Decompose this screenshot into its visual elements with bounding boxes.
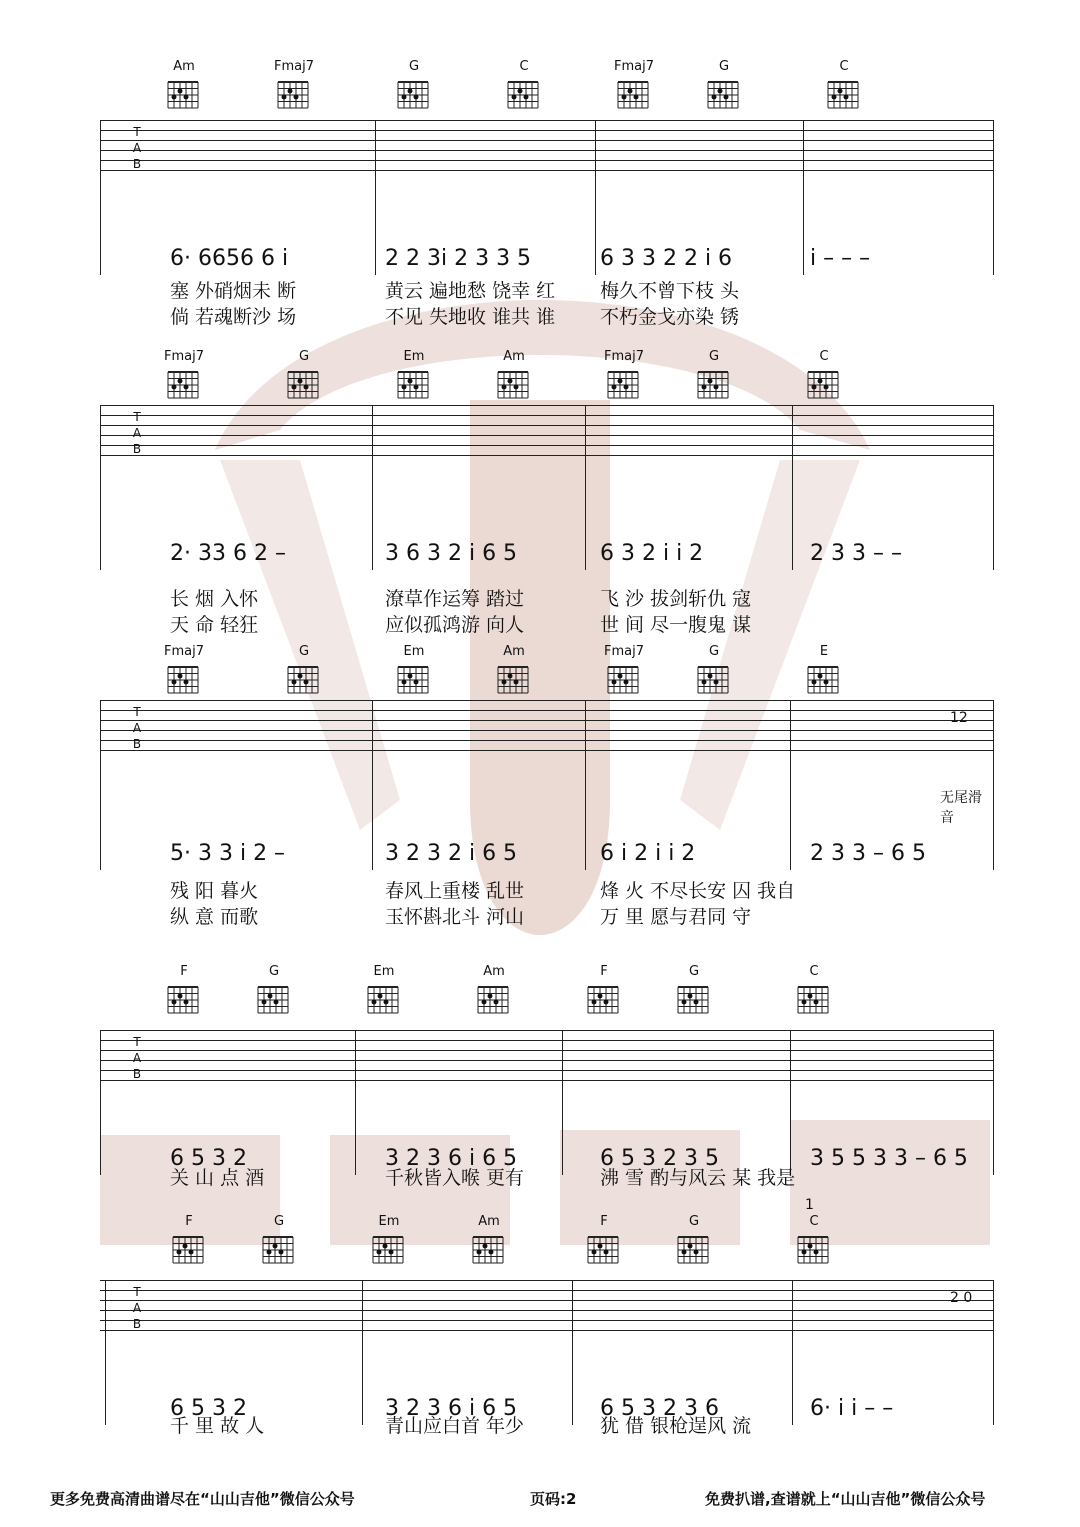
staff-line (100, 1070, 994, 1071)
chord-diagram-grid (604, 366, 644, 400)
chord-diagram-grid (494, 366, 534, 400)
lyric-phrase: 不朽金戈亦染 锈 (600, 306, 740, 328)
chord-g (690, 350, 738, 400)
measure-notes: 3 2 3 6 i 6 5 (385, 1396, 518, 1421)
chord-diagram-grid (164, 76, 204, 110)
lyrics-line-1 (100, 280, 994, 304)
lyric-phrase: 长 烟 入怀 (170, 588, 259, 610)
chord-c (790, 965, 838, 1015)
lyrics-line-1 (100, 588, 994, 612)
lyric-phrase: 世 间 尽一腹鬼 谋 (600, 614, 752, 636)
chord-fmaj7 (600, 645, 648, 695)
chord-name: Am (173, 59, 195, 74)
chord-am (465, 1215, 513, 1265)
chord-am (490, 645, 538, 695)
measure-notes: 6 i 2 i i 2 (600, 841, 696, 866)
staff-line (100, 1310, 994, 1311)
fret-number: 2 0 (950, 1290, 973, 1306)
footer-page-number: 页码:2 (530, 1490, 577, 1508)
chord-c (800, 350, 848, 400)
chord-diagram-grid (469, 1231, 509, 1265)
chord-em (390, 645, 438, 695)
chord-name: F (600, 1214, 608, 1229)
staff-line (100, 455, 994, 456)
measure-notes: 6· i i – – (810, 1396, 894, 1421)
measure-notes: 6 5 3 2 (170, 1146, 247, 1171)
chord-em (365, 1215, 413, 1265)
lyric-phrase: 不见 失地收 谁共 谁 (385, 306, 556, 328)
chord-name: Fmaj7 (604, 644, 644, 659)
chord-name: C (839, 59, 849, 74)
chord-name: F (600, 964, 608, 979)
tab-staff (100, 1280, 994, 1332)
chord-name: Fmaj7 (604, 349, 644, 364)
lyric-phrase: 犹 借 银枪逞风 流 (600, 1415, 752, 1437)
chord-name: Em (378, 1214, 400, 1229)
tab-clef-letter: A (132, 721, 142, 735)
lyric-phrase: 倘 若魂断沙 场 (170, 306, 297, 328)
tab-clef-letter: A (132, 426, 142, 440)
staff-line (100, 1290, 994, 1291)
staff-line (100, 1040, 994, 1041)
staff-line (100, 730, 994, 731)
lyric-phrase: 黄云 遍地愁 饶幸 红 (385, 280, 556, 302)
staff-line (100, 435, 994, 436)
chord-g (670, 1215, 718, 1265)
chord-diagram-grid (794, 981, 834, 1015)
measure-notes: 3 2 3 2 i 6 5 (385, 841, 518, 866)
staff-line (100, 130, 994, 131)
system-5 (100, 1215, 994, 1485)
measure-notes: 2 3 3 – 6 5 (810, 841, 926, 866)
system-4 (100, 964, 994, 1213)
chord-f (580, 965, 628, 1015)
tab-clef-letter: T (133, 410, 141, 424)
chord-name: G (688, 964, 700, 979)
chord-g (390, 60, 438, 110)
chord-name: C (809, 1214, 819, 1229)
staff-line (100, 150, 994, 151)
chord-diagram-grid (674, 1231, 714, 1265)
measure-notes: 2 3 3 – – (810, 541, 902, 566)
tab-clef-letter: A (132, 1301, 142, 1315)
lyric-phrase: 塞 外硝烟未 断 (170, 280, 297, 302)
chord-diagram-grid (369, 1231, 409, 1265)
chord-name: Am (478, 1214, 500, 1229)
chord-name: G (298, 644, 310, 659)
staff-line (100, 170, 994, 171)
numbered-notation (100, 535, 994, 575)
fret-number: 12 (950, 710, 968, 726)
chord-diagram-grid (674, 981, 714, 1015)
chord-am (470, 965, 518, 1015)
chord-em (390, 350, 438, 400)
chord-c (500, 60, 548, 110)
staff-line (100, 1320, 994, 1321)
measure-notes: 6 3 3 2 2 i 6 (600, 246, 733, 271)
chord-am (490, 350, 538, 400)
measure-notes: 6· 6656 6 i (170, 246, 289, 271)
measure-notes: 2· 33 6 2 – (170, 541, 286, 566)
chord-diagram-grid (394, 366, 434, 400)
chord-f (580, 1215, 628, 1265)
lyric-phrase: 梅久不曾下枝 头 (600, 280, 740, 302)
tab-clef-letter: B (132, 737, 142, 751)
lyric-phrase: 万 里 愿与君同 守 (600, 906, 752, 928)
lyrics-line-1 (100, 1415, 994, 1439)
lyric-phrase: 玉怀斟北斗 河山 (385, 906, 525, 928)
staff-line (100, 120, 994, 121)
staff-line (100, 1300, 994, 1301)
chord-am (160, 60, 208, 110)
chord-diagram-grid (804, 661, 844, 695)
chord-name: Am (503, 644, 525, 659)
chord-diagram-grid (694, 661, 734, 695)
staff-line (100, 425, 994, 426)
chord-diagram-grid (704, 76, 744, 110)
chord-fmaj7 (160, 350, 208, 400)
chord-diagram-grid (274, 76, 314, 110)
chord-name: G (708, 644, 720, 659)
tab-staff (100, 1030, 994, 1082)
staff-line (100, 740, 994, 741)
chord-g (250, 965, 298, 1015)
chord-diagram-grid (394, 661, 434, 695)
tab-clef-letter: T (133, 125, 141, 139)
chord-g (280, 350, 328, 400)
staff-line (100, 710, 994, 711)
chord-g (670, 965, 718, 1015)
measure-notes: 6 5 3 2 3 6 (600, 1396, 719, 1421)
chord-diagram-grid (164, 981, 204, 1015)
chord-diagram-grid (474, 981, 514, 1015)
staff-line (100, 1030, 994, 1031)
chord-name: C (809, 964, 819, 979)
staff-line (100, 700, 994, 701)
lyric-phrase: 沸 雪 酌与风云 某 我是 (600, 1167, 796, 1189)
measure-notes: 6 3 2 i i 2 (600, 541, 704, 566)
chord-diagram-grid (614, 76, 654, 110)
tab-staff (100, 405, 994, 457)
chord-name: C (819, 349, 829, 364)
chord-e (800, 645, 848, 695)
chord-f (160, 965, 208, 1015)
lyric-phrase: 关 山 点 酒 (170, 1167, 265, 1189)
numbered-notation (100, 240, 994, 280)
tab-clef-letter: B (132, 157, 142, 171)
lyric-phrase: 青山应白首 年少 (385, 1415, 525, 1437)
chord-fmaj7 (600, 350, 648, 400)
chord-fmaj7 (270, 60, 318, 110)
chord-g (700, 60, 748, 110)
lyric-phrase: 纵 意 而歌 (170, 906, 259, 928)
tab-clef-letter: A (132, 141, 142, 155)
chord-name: G (408, 59, 420, 74)
chord-name: G (688, 1214, 700, 1229)
staff-line (100, 445, 994, 446)
lyrics-line-2 (100, 906, 994, 930)
chord-name: Am (503, 349, 525, 364)
chord-fmaj7 (610, 60, 658, 110)
chord-diagram-grid (804, 366, 844, 400)
tab-staff (100, 700, 994, 752)
staff-line (100, 405, 994, 406)
chord-diagram-grid (394, 76, 434, 110)
measure-notes: 6 5 3 2 3 5 (600, 1146, 719, 1171)
staff-line (100, 160, 994, 161)
measure-notes: 3 2 3 6 i 6 5 (385, 1146, 518, 1171)
tab-clef-letter: A (132, 1051, 142, 1065)
technique-note: 无尾滑音 (940, 790, 982, 826)
chord-g (690, 645, 738, 695)
lyric-phrase: 应似孤鸿游 向人 (385, 614, 525, 636)
lyrics-line-2 (100, 306, 994, 330)
chord-diagram-grid (604, 661, 644, 695)
system-2 (100, 350, 994, 640)
footer-right: 免费扒谱,查谱就上“山山吉他”微信公众号 (705, 1490, 986, 1508)
staff-line (100, 1280, 994, 1281)
lyrics-line-1 (100, 880, 994, 904)
tab-clef-letter: T (133, 1285, 141, 1299)
lyric-phrase: 潦草作运筹 踏过 (385, 588, 525, 610)
lyric-phrase: 千 里 故 人 (170, 1415, 265, 1437)
measure-notes: i – – – (810, 246, 871, 271)
numbered-notation (100, 835, 994, 875)
chord-diagram-grid (584, 1231, 624, 1265)
chord-name: Em (403, 349, 425, 364)
system-3 (100, 645, 994, 945)
chord-diagram-grid (364, 981, 404, 1015)
lyric-phrase: 烽 火 不尽长安 囚 我自 (600, 880, 796, 902)
chord-diagram-grid (164, 661, 204, 695)
tab-staff (100, 120, 994, 172)
chord-g (280, 645, 328, 695)
chord-c (790, 1215, 838, 1265)
lyric-phrase: 残 阳 暮火 (170, 880, 259, 902)
chord-em (360, 965, 408, 1015)
chord-diagram-grid (794, 1231, 834, 1265)
chord-name: Em (403, 644, 425, 659)
chord-name: G (268, 964, 280, 979)
staff-line (100, 415, 994, 416)
chord-name: E (819, 644, 829, 659)
measure-notes: 5· 3 3 i 2 – (170, 841, 286, 866)
chord-name: G (273, 1214, 285, 1229)
tab-clef-letter: B (132, 1067, 142, 1081)
staff-line (100, 1080, 994, 1081)
lyric-phrase: 千秋皆入喉 更有 (385, 1167, 525, 1189)
lyric-phrase: 春风上重楼 乱世 (385, 880, 525, 902)
chord-name: G (708, 349, 720, 364)
chord-c (820, 60, 868, 110)
tab-clef-letter: B (132, 442, 142, 456)
chord-diagram-grid (259, 1231, 299, 1265)
chord-name: Fmaj7 (164, 644, 204, 659)
chord-diagram-grid (254, 981, 294, 1015)
chord-name: G (718, 59, 730, 74)
lyric-phrase: 飞 沙 拔剑斩仇 寇 (600, 588, 752, 610)
chord-diagram-grid (584, 981, 624, 1015)
staff-line (100, 1330, 994, 1331)
lyrics-line-2 (100, 614, 994, 638)
volta-marker: 1 (805, 1197, 814, 1213)
tab-clef-letter: T (133, 705, 141, 719)
chord-name: C (519, 59, 529, 74)
staff-line (100, 750, 994, 751)
measure-notes: 6 5 3 2 (170, 1396, 247, 1421)
chord-fmaj7 (160, 645, 208, 695)
chord-diagram-grid (824, 76, 864, 110)
staff-line (100, 140, 994, 141)
tab-clef-letter: B (132, 1317, 142, 1331)
chord-name: F (185, 1214, 193, 1229)
chord-name: G (298, 349, 310, 364)
chord-f (165, 1215, 213, 1265)
measure-notes: 3 6 3 2 i 6 5 (385, 541, 518, 566)
chord-name: Am (483, 964, 505, 979)
chord-name: F (180, 964, 188, 979)
measure-notes: 3 5 5 3 3 – 6 5 (810, 1146, 968, 1171)
measure-notes: 2 2 3i 2 3 3 5 (385, 246, 532, 271)
staff-line (100, 1050, 994, 1051)
chord-diagram-grid (504, 76, 544, 110)
tab-clef-letter: T (133, 1035, 141, 1049)
staff-line (100, 1060, 994, 1061)
lyrics-line-1 (100, 1167, 994, 1191)
system-1 (100, 60, 994, 340)
chord-diagram-grid (164, 366, 204, 400)
chord-diagram-grid (284, 661, 324, 695)
chord-diagram-grid (494, 661, 534, 695)
chord-name: Fmaj7 (274, 59, 314, 74)
chord-name: Fmaj7 (164, 349, 204, 364)
chord-diagram-grid (284, 366, 324, 400)
chord-diagram-grid (169, 1231, 209, 1265)
chord-name: Em (373, 964, 395, 979)
chord-diagram-grid (694, 366, 734, 400)
footer-left: 更多免费高清曲谱尽在“山山吉他”微信公众号 (50, 1490, 355, 1508)
lyric-phrase: 天 命 轻狂 (170, 614, 259, 636)
chord-name: Fmaj7 (614, 59, 654, 74)
chord-g (255, 1215, 303, 1265)
staff-line (100, 720, 994, 721)
